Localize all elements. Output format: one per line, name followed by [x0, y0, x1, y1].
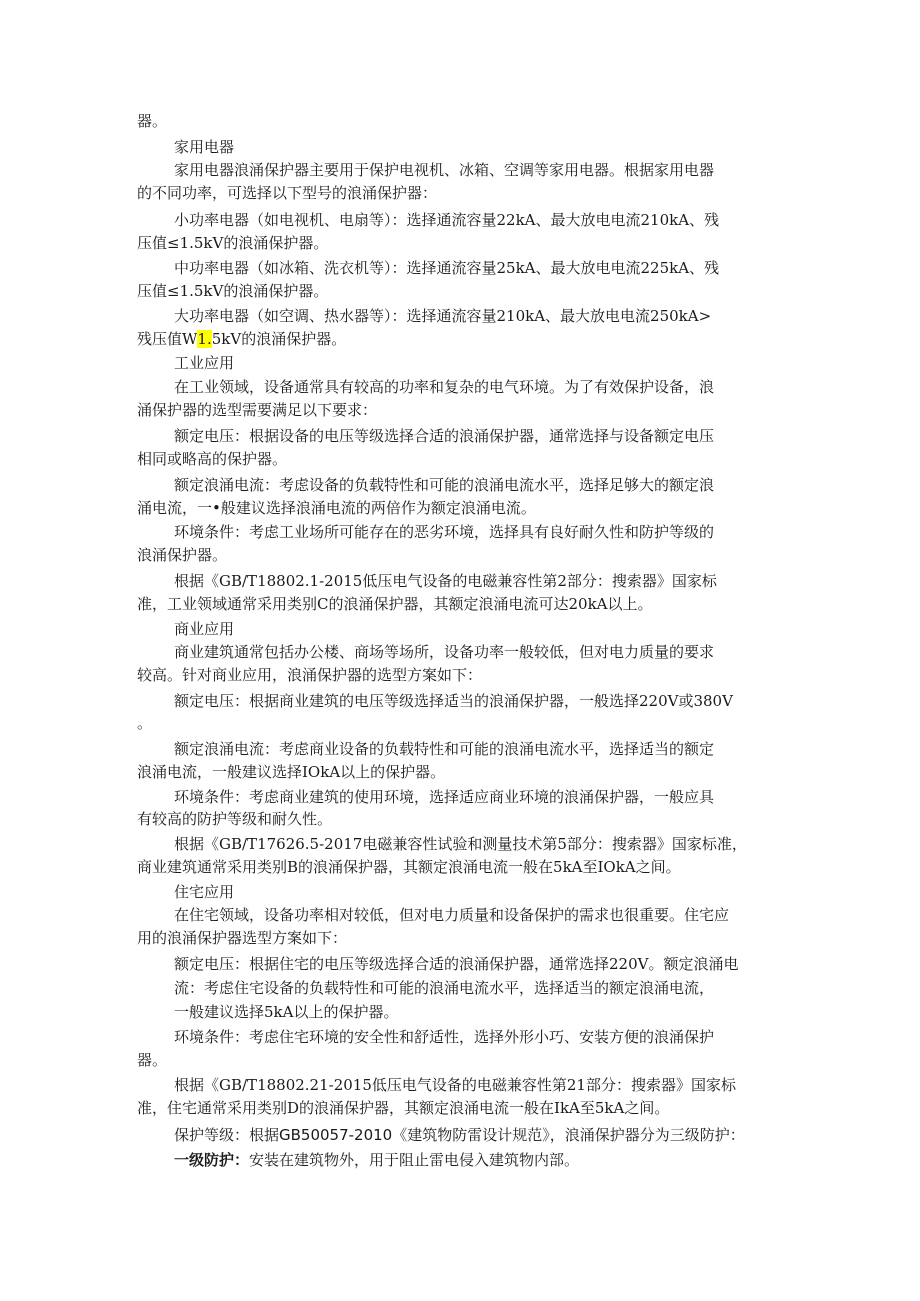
text-segment: 安装在建筑物外，用于阻止雷电侵入建筑物内部。 [249, 1151, 580, 1169]
body-text: 额定电压：根据商业建筑的电压等级选择适当的浪涌保护器，一般选择220V或380V [174, 692, 733, 710]
bold-label: 一级防护： [174, 1151, 250, 1169]
body-text [0, 328, 920, 350]
body-text: 准，住宅通常采用类别D的浪涌保护器，其额定浪涌电流一般在IkA至5kA之间。 [137, 1099, 670, 1117]
body-text: 额定电压：根据设备的电压等级选择合适的浪涌保护器，通常选择与设备额定电压 [174, 427, 715, 445]
body-text: 商业建筑通常采用类别B的浪涌保护器，其额定浪涌电流一般在5kA至IOkA之间。 [137, 858, 681, 876]
body-text: 器。 [137, 1051, 168, 1069]
body-text: 额定电压：根据住宅的电压等级选择合适的浪涌保护器，通常选择220V。额定浪涌电 [174, 955, 739, 973]
body-text: 额定浪涌电流：考虑商业设备的负载特性和可能的浪涌电流水平，选择适当的额定 [174, 740, 715, 758]
body-text: 的不同功率，可选择以下型号的浪涌保护器： [137, 184, 438, 202]
body-text: 根据《GB/T17626.5-2017电磁兼容性试验和测量技术第5部分：搜索器》国家标准， [174, 835, 747, 853]
section-heading: 住宅应用 [174, 883, 235, 901]
text-segment: 残压值W [137, 330, 198, 348]
section-heading: 家用电器 [174, 138, 235, 156]
body-text [0, 1149, 920, 1171]
highlighted-text: 1. [197, 330, 212, 348]
body-text: 一般建议选择5kA以上的保护器。 [174, 1003, 399, 1021]
body-text: 在住宅领域，设备功率相对较低，但对电力质量和设备保护的需求也很重要。住宅应 [174, 906, 730, 924]
body-text: 浪涌电流，一般建议选择IOkA以上的保护器。 [137, 763, 446, 781]
body-text: 。 [137, 714, 153, 732]
body-text: 涌保护器的选型需要满足以下要求： [137, 401, 378, 419]
body-text: 环境条件：考虑商业建筑的使用环境，选择适应商业环境的浪涌保护器，一般应具 [174, 788, 715, 806]
section-heading: 工业应用 [174, 354, 235, 372]
body-text: 中功率电器（如冰箱、洗衣机等）：选择通流容量25kA、最大放电电流225kA、残 [174, 259, 720, 277]
body-text: 商业建筑通常包括办公楼、商场等场所，设备功率一般较低，但对电力质量的要求 [174, 643, 715, 661]
body-text: 器。 [137, 112, 168, 130]
body-text: 用的浪涌保护器选型方案如下： [137, 929, 348, 947]
body-text: 较高。针对商业应用，浪涌保护器的选型方案如下： [137, 666, 483, 684]
body-text: 大功率电器（如空调、热水器等）：选择通流容量210kA、最大放电电流250kA> [174, 307, 712, 325]
body-text: 家用电器浪涌保护器主要用于保护电视机、冰箱、空调等家用电器。根据家用电器 [174, 161, 715, 179]
body-text: 压值≤1.5kV的浪涌保护器。 [137, 234, 329, 252]
section-heading: 保护等级：根据GB50057-2010《建筑物防雷设计规范》，浪涌保护器分为三级防护： [174, 1126, 745, 1144]
body-text: 涌电流，一•般建议选择浪涌电流的两倍作为额定浪涌电流。 [137, 499, 536, 517]
section-heading: 商业应用 [174, 620, 235, 638]
body-text: 环境条件：考虑住宅环境的安全性和舒适性，选择外形小巧、安装方便的浪涌保护 [174, 1028, 715, 1046]
body-text: 根据《GB/T18802.21-2015低压电气设备的电磁兼容性第21部分：搜索器》国家标 [174, 1076, 736, 1094]
body-text: 小功率电器（如电视机、电扇等）：选择通流容量22kA、最大放电电流210kA、残 [174, 211, 720, 229]
body-text: 准，工业领域通常采用类别C的浪涌保护器，其额定浪涌电流可达20kA以上。 [137, 595, 653, 613]
body-text: 压值≤1.5kV的浪涌保护器。 [137, 282, 329, 300]
body-text: 在工业领域，设备通常具有较高的功率和复杂的电气环境。为了有效保护设备，浪 [174, 378, 715, 396]
body-text: 有较高的防护等级和耐久性。 [137, 810, 333, 828]
body-text: 流：考虑住宅设备的负载特性和可能的浪涌电流水平，选择适当的额定浪涌电流， [174, 979, 715, 997]
body-text: 根据《GB/T18802.1-2015低压电气设备的电磁兼容性第2部分：搜索器》国家标 [174, 572, 717, 590]
body-text: 环境条件：考虑工业场所可能存在的恶劣环境，选择具有良好耐久性和防护等级的 [174, 523, 715, 541]
text-segment: 5kV的浪涌保护器。 [211, 330, 347, 348]
body-text: 浪涌保护器。 [137, 546, 228, 564]
body-text: 相同或略高的保护器。 [137, 450, 288, 468]
body-text: 额定浪涌电流：考虑设备的负载特性和可能的浪涌电流水平，选择足够大的额定浪 [174, 476, 715, 494]
